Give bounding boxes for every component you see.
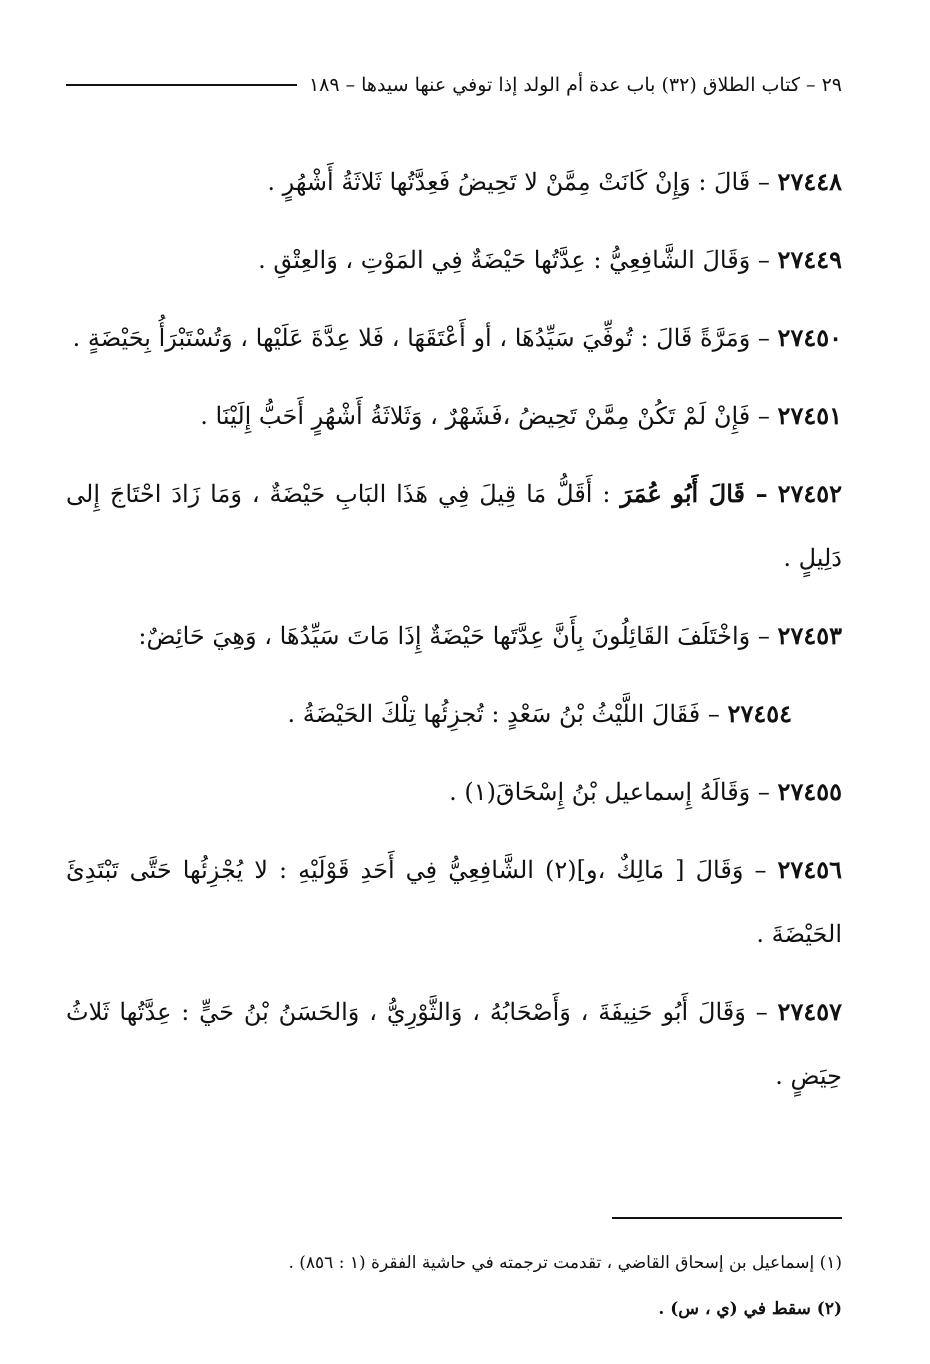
paragraph: [66, 980, 842, 1108]
running-header: [66, 74, 842, 96]
paragraph-text: – وَمَرَّةً قَالَ : تُوفِّيَ سَيِّدُهَا ، أو أَعْتَقَهَا ، فَلا عِدَّةَ عَلَيْها ، وَتُسْتَبْرَأُ بِحَيْضَةٍ .: [72, 324, 770, 352]
paragraph-number: ٢٧٤٥٥: [777, 777, 842, 806]
paragraph-text: – وَقَالَ أَبُو حَنِيفَةَ ، وَأَصْحَابُهُ ، وَالثَّوْرِيُّ ، وَالحَسَنُ بْنُ حَيٍّ : عِدَّتُها ثَلاثُ حِيَضٍ .: [66, 998, 842, 1090]
paragraph: [66, 462, 842, 590]
paragraph-text: – وَقَالَ الشَّافِعِيُّ : عِدَّتُها حَيْضَةٌ فِي المَوْتِ ، وَالعِتْقِ .: [258, 246, 770, 274]
paragraph-number: ٢٧٤٤٨: [777, 167, 842, 196]
paragraph-number: ٢٧٤٥٤: [727, 699, 792, 728]
paragraph: [66, 384, 842, 448]
paragraph: [66, 682, 842, 746]
paragraph: [66, 150, 842, 214]
paragraph-number: ٢٧٤٤٩: [777, 245, 842, 274]
paragraph: [66, 838, 842, 966]
paragraph-number: ٢٧٤٥٠: [777, 323, 842, 352]
paragraph: [66, 228, 842, 292]
paragraph: [66, 760, 842, 824]
paragraph-number: ٢٧٤٥٢: [777, 479, 843, 508]
paragraph-number: ٢٧٤٥١: [777, 401, 842, 430]
page-body: [66, 150, 842, 1122]
footnote-separator: [612, 1217, 842, 1219]
paragraph-text: – فَقَالَ اللَّيْثُ بْنُ سَعْدٍ : تُجزِئُها تِلْكَ الحَيْضَةُ .: [287, 700, 720, 728]
paragraph-text: – قَالَ : وَإِنْ كَانَتْ مِمَّنْ لا تَحِيضُ فَعِدَّتُها ثَلاثَةُ أَشْهُرٍ .: [267, 168, 770, 196]
footnote: (١) إسماعيل بن إسحاق القاضي ، تقدمت ترجمته في حاشية الفقرة (١ : ٨٥٦) .: [288, 1253, 842, 1273]
paragraph-text: – وَقَالَهُ إِسماعيل بْنُ إِسْحَاقَ(١) .: [449, 778, 770, 806]
paragraph-lead: – قَالَ أَبُو عُمَرَ: [620, 479, 768, 508]
paragraph-text: – وَاخْتَلَفَ القَائِلُونَ بِأَنَّ عِدَّتَها حَيْضَةٌ إِذَا مَاتَ سَيِّدُهَا ، وَهِيَ حَائِضٌ:: [138, 622, 770, 650]
paragraph: [66, 604, 842, 668]
paragraph-text: – وَقَالَ [ مَالِكٌ ،و](٢) الشَّافِعِيُّ فِي أَحَدِ قَوْلَيْهِ : لا يُجْزِئُها حَتَّى تَبْتَدِئَ الحَيْضَةَ .: [66, 856, 842, 948]
footnote: (٢) سقط في (ي ، س) .: [658, 1299, 842, 1319]
footnotes: [66, 1240, 842, 1332]
paragraph-number: ٢٧٤٥٣: [777, 621, 842, 650]
paragraph-text: – فَإِنْ لَمْ تَكُنْ مِمَّنْ تَحِيضُ ،فَشَهْرٌ ، وَثَلاثَةُ أَشْهُرٍ أَحَبُّ إِلَيْنَا .: [200, 402, 770, 430]
paragraph-text: : أَقَلُّ مَا قِيلَ فِي هَذَا البَابِ حَيْضَةٌ ، وَمَا زَادَ احْتَاجَ إِلى دَلِيلٍ .: [66, 480, 842, 572]
paragraph: [66, 306, 842, 370]
paragraph-number: ٢٧٤٥٧: [777, 997, 842, 1026]
paragraph-number: ٢٧٤٥٦: [777, 855, 842, 884]
header-rule: [66, 84, 297, 86]
header-title: ٢٩ – كتاب الطلاق (٣٢) باب عدة أم الولد إذا توفي عنها سيدها – ١٨٩: [308, 74, 842, 96]
